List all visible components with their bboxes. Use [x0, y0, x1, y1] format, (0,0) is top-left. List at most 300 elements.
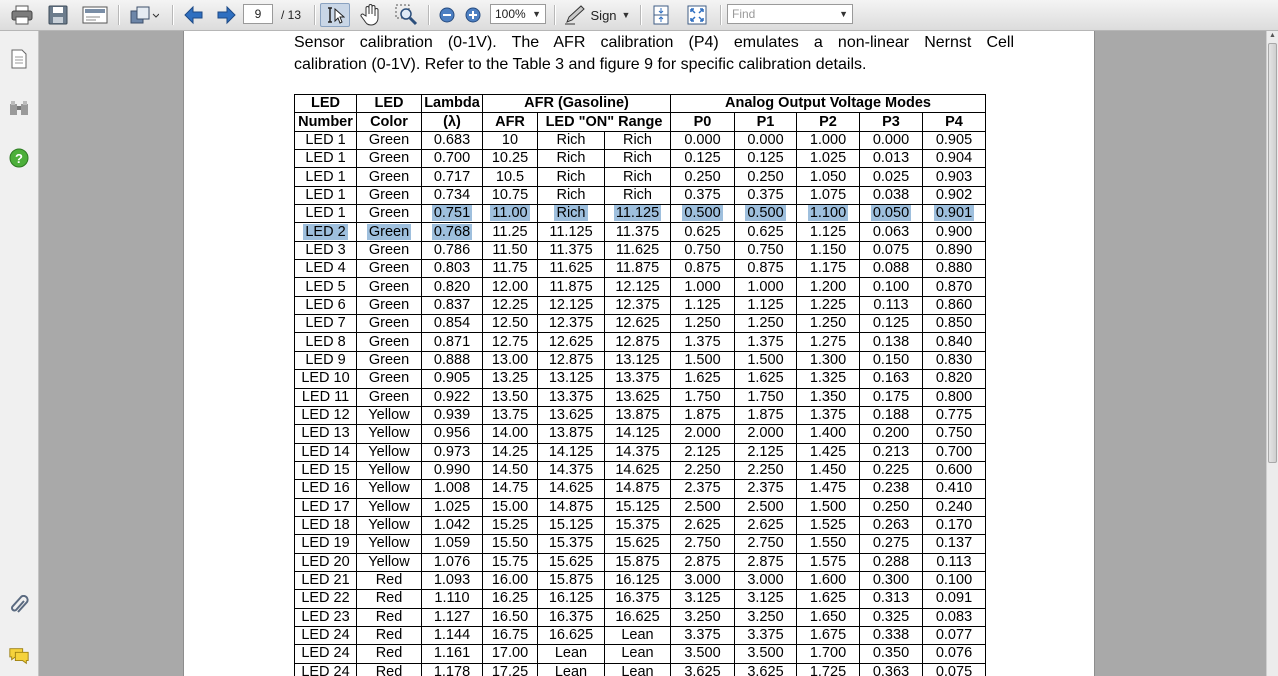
cell-p4 — [923, 296, 986, 314]
vertical-scrollbar[interactable] — [1266, 31, 1278, 676]
cell-text: LED 19 — [301, 535, 350, 552]
cell-led-color — [357, 388, 422, 406]
table-row — [295, 131, 986, 149]
cell-afr — [483, 131, 538, 149]
cell-led-number — [295, 645, 357, 663]
cell-p1 — [735, 223, 797, 241]
cell-text: 0.786 — [433, 241, 471, 258]
cell-p4 — [923, 480, 986, 498]
cell-text: 1.225 — [809, 296, 847, 313]
cell-text: 0.375 — [747, 186, 784, 203]
cell-p2 — [797, 498, 860, 516]
page-number-value: 9 — [254, 7, 262, 21]
cell-text: 0.250 — [872, 498, 910, 515]
cell-text: 13.125 — [548, 370, 594, 387]
cell-text: Green — [368, 150, 410, 167]
table-body — [295, 131, 986, 676]
cell-range-low — [538, 241, 605, 259]
cell-led-color — [357, 131, 422, 149]
cell-text: 2.875 — [747, 553, 784, 570]
page-number-input[interactable] — [243, 4, 273, 24]
cell-text: LED 24 — [301, 663, 350, 676]
cell-text: 1.750 — [684, 388, 721, 405]
cell-text: 0.956 — [433, 425, 471, 442]
table-row — [295, 351, 986, 369]
cell-p2 — [797, 571, 860, 589]
marquee-zoom-icon[interactable] — [392, 3, 422, 27]
cell-text: 1.500 — [747, 351, 784, 368]
cell-p4 — [923, 645, 986, 663]
cell-p2 — [797, 590, 860, 608]
cell-p2 — [797, 663, 860, 676]
cell-p3 — [860, 186, 923, 204]
table-row — [295, 388, 986, 406]
cell-text: Lean — [554, 645, 588, 662]
cell-p3 — [860, 516, 923, 534]
cell-text: 0.338 — [872, 627, 910, 644]
cell-text: 0.500 — [747, 205, 784, 222]
cell-text: 16.625 — [548, 627, 594, 644]
header-afr-group: AFR (Gasoline) — [483, 95, 671, 113]
cell-text: 0.038 — [872, 186, 910, 203]
cell-text: 12.125 — [548, 296, 594, 313]
cell-text: 0.750 — [935, 425, 973, 442]
cell-text: 13.875 — [615, 407, 660, 424]
table-row — [295, 553, 986, 571]
header-afr: AFR — [483, 113, 538, 131]
cell-p2 — [797, 168, 860, 186]
cell-text: Rich — [622, 168, 652, 185]
cell-led-number — [295, 131, 357, 149]
cell-text: 14.25 — [491, 443, 529, 460]
cell-text: 14.875 — [548, 498, 594, 515]
cell-p2 — [797, 223, 860, 241]
cell-text: 12.875 — [615, 333, 660, 350]
cell-text: Rich — [556, 186, 586, 203]
cell-p1 — [735, 571, 797, 589]
cell-text: Green — [368, 315, 410, 332]
cell-text: 15.125 — [615, 498, 660, 515]
cell-text: 0.820 — [935, 370, 973, 387]
cell-afr — [483, 425, 538, 443]
cell-p3 — [860, 406, 923, 424]
table-row — [295, 425, 986, 443]
cell-p1 — [735, 150, 797, 168]
fit-page-icon[interactable] — [648, 3, 674, 27]
table-row — [295, 278, 986, 296]
cell-afr — [483, 498, 538, 516]
cell-p3 — [860, 168, 923, 186]
cell-text: 1.700 — [809, 645, 847, 662]
cell-p0 — [671, 571, 735, 589]
cell-text: 17.00 — [491, 645, 529, 662]
cell-p0 — [671, 296, 735, 314]
cell-led-color — [357, 425, 422, 443]
cell-p2 — [797, 443, 860, 461]
cell-range-low — [538, 553, 605, 571]
cell-lambda — [422, 461, 483, 479]
pages-icon[interactable] — [8, 48, 30, 70]
cell-text: 0.075 — [935, 663, 973, 676]
cell-text: LED 10 — [301, 370, 350, 387]
cell-lambda — [422, 535, 483, 553]
cell-led-color — [357, 645, 422, 663]
table-row — [295, 663, 986, 676]
cell-p2 — [797, 241, 860, 259]
cell-lambda — [422, 260, 483, 278]
cell-text: 11.125 — [549, 223, 593, 240]
cell-led-color — [357, 296, 422, 314]
cell-text: Lean — [621, 627, 654, 644]
cell-led-color — [357, 333, 422, 351]
cell-text: 2.500 — [684, 498, 721, 515]
cell-text: LED 23 — [301, 608, 350, 625]
cell-text: 1.875 — [747, 407, 784, 424]
cell-range-low — [538, 498, 605, 516]
cell-led-number — [295, 571, 357, 589]
cell-lambda — [422, 645, 483, 663]
cell-text: 1.150 — [809, 241, 847, 258]
cell-text: 0.922 — [433, 388, 471, 405]
cell-p2 — [797, 131, 860, 149]
cell-p2 — [797, 315, 860, 333]
cell-p0 — [671, 131, 735, 149]
cell-led-number — [295, 663, 357, 676]
cell-p4 — [923, 516, 986, 534]
cell-text: 16.125 — [615, 572, 660, 589]
cell-lambda — [422, 278, 483, 296]
cell-text: 1.025 — [433, 498, 471, 515]
find-input[interactable] — [727, 4, 853, 24]
cell-p0 — [671, 608, 735, 626]
cell-text: 0.188 — [872, 407, 910, 424]
prev-page-icon[interactable] — [180, 3, 208, 27]
cell-text: 1.250 — [684, 315, 721, 332]
cell-text: Red — [375, 590, 403, 607]
cell-lambda — [422, 168, 483, 186]
cell-text: LED 18 — [301, 517, 350, 534]
cell-p1 — [735, 590, 797, 608]
cell-led-number — [295, 370, 357, 388]
cell-text: 1.425 — [809, 443, 847, 460]
cell-p4 — [923, 241, 986, 259]
cell-afr — [483, 186, 538, 204]
zoom-out-icon[interactable] — [436, 3, 458, 27]
cell-text: 1.725 — [809, 663, 847, 676]
cell-lambda — [422, 406, 483, 424]
cell-p0 — [671, 498, 735, 516]
cell-text: 11.25 — [492, 223, 528, 240]
cell-led-number — [295, 333, 357, 351]
cell-lambda — [422, 571, 483, 589]
cell-p1 — [735, 626, 797, 644]
cell-afr — [483, 241, 538, 259]
cell-text: 0.175 — [872, 388, 910, 405]
cell-text: LED 22 — [301, 590, 350, 607]
header-p3: P3 — [860, 113, 923, 131]
cell-afr — [483, 406, 538, 424]
cell-afr — [483, 590, 538, 608]
cell-p4 — [923, 443, 986, 461]
cell-text: 1.076 — [433, 553, 471, 570]
cell-text: 3.000 — [684, 572, 721, 589]
cell-p1 — [735, 516, 797, 534]
cell-text: 0.313 — [872, 590, 910, 607]
cell-p0 — [671, 553, 735, 571]
cell-p1 — [735, 333, 797, 351]
select-tool-icon[interactable] — [320, 3, 350, 27]
cell-led-number — [295, 443, 357, 461]
cell-p3 — [860, 388, 923, 406]
cell-text: 3.375 — [747, 627, 784, 644]
cell-text: 1.008 — [433, 480, 471, 497]
cell-text: 0.905 — [935, 131, 973, 148]
paperclip-icon[interactable] — [8, 595, 30, 617]
cell-text: Green — [368, 223, 410, 240]
cell-p2 — [797, 425, 860, 443]
cell-text: 1.059 — [433, 535, 471, 552]
cell-p3 — [860, 590, 923, 608]
cell-text: 11.00 — [492, 205, 528, 222]
comments-icon[interactable] — [8, 645, 30, 667]
cell-text: 1.000 — [809, 131, 847, 148]
next-page-icon[interactable] — [212, 3, 240, 27]
table-row — [295, 516, 986, 534]
cell-text: 0.904 — [935, 150, 973, 167]
cell-p0 — [671, 370, 735, 388]
cell-text: LED 2 — [305, 223, 346, 240]
cell-text: 1.178 — [433, 663, 471, 676]
cell-p2 — [797, 461, 860, 479]
cell-range-low — [538, 590, 605, 608]
cell-p3 — [860, 571, 923, 589]
scrollbar-thumb[interactable] — [1268, 43, 1277, 463]
cell-range-low — [538, 278, 605, 296]
cell-led-number — [295, 480, 357, 498]
cell-text: 2.000 — [684, 425, 721, 442]
cell-text: 0.840 — [935, 333, 973, 350]
table-row — [295, 150, 986, 168]
cell-lambda — [422, 186, 483, 204]
cell-text: 1.350 — [809, 388, 847, 405]
cell-text: LED 24 — [301, 645, 350, 662]
header-led-number-2: Number — [295, 113, 357, 131]
sign-pen-icon — [564, 5, 588, 25]
table-row — [295, 241, 986, 259]
cell-text: 15.625 — [548, 553, 594, 570]
cell-p4 — [923, 571, 986, 589]
cell-p3 — [860, 241, 923, 259]
scroll-up-arrow-icon[interactable]: ▲ — [1269, 32, 1276, 39]
cell-p2 — [797, 186, 860, 204]
cell-text: 14.625 — [615, 462, 660, 479]
cell-p1 — [735, 461, 797, 479]
cell-led-color — [357, 663, 422, 676]
cell-lambda — [422, 351, 483, 369]
zoom-select[interactable] — [490, 4, 546, 24]
cell-led-color — [357, 150, 422, 168]
cell-text: 0.000 — [747, 131, 784, 148]
cell-range-low — [538, 333, 605, 351]
table-row — [295, 626, 986, 644]
cell-led-number — [295, 608, 357, 626]
cell-text: LED 15 — [301, 462, 350, 479]
cell-text: 1.000 — [684, 278, 721, 295]
cell-lambda — [422, 205, 483, 223]
cell-p4 — [923, 663, 986, 676]
header-lambda: Lambda — [422, 95, 483, 113]
table-row — [295, 186, 986, 204]
cell-range-low — [538, 260, 605, 278]
cell-text: 0.990 — [433, 462, 471, 479]
cell-p0 — [671, 186, 735, 204]
cell-text: LED 21 — [301, 572, 350, 589]
cell-text: Yellow — [368, 480, 410, 497]
cell-afr — [483, 571, 538, 589]
cell-p2 — [797, 333, 860, 351]
header-p4: P4 — [923, 113, 986, 131]
help-icon[interactable] — [8, 147, 30, 169]
cell-led-number — [295, 388, 357, 406]
cell-text: 0.905 — [433, 370, 471, 387]
cell-text: 12.25 — [491, 296, 529, 313]
print-icon[interactable] — [8, 3, 36, 27]
cell-p3 — [860, 626, 923, 644]
cell-text: 0.240 — [935, 498, 973, 515]
cell-text: 3.000 — [747, 572, 784, 589]
cell-text: 1.093 — [433, 572, 471, 589]
save-icon[interactable] — [44, 3, 72, 27]
full-screen-icon[interactable] — [684, 3, 710, 27]
cell-p0 — [671, 333, 735, 351]
cell-led-number — [295, 186, 357, 204]
calibration-table — [294, 94, 986, 676]
cell-p3 — [860, 278, 923, 296]
zoom-in-icon[interactable] — [462, 3, 484, 27]
cell-text: 11.75 — [492, 260, 528, 277]
cell-p2 — [797, 278, 860, 296]
share-icon[interactable] — [126, 3, 162, 27]
cell-text: 13.25 — [491, 370, 529, 387]
cell-range-high — [605, 608, 671, 626]
cell-p1 — [735, 186, 797, 204]
cell-range-high — [605, 516, 671, 534]
cell-text: 16.375 — [615, 590, 660, 607]
cell-led-color — [357, 186, 422, 204]
cell-text: 1.625 — [809, 590, 847, 607]
chevron-down-icon[interactable]: ▼ — [839, 9, 848, 19]
cell-p2 — [797, 205, 860, 223]
cell-p1 — [735, 608, 797, 626]
cell-led-color — [357, 590, 422, 608]
sign-button[interactable] — [562, 3, 632, 27]
cell-text: 14.125 — [615, 425, 660, 442]
cell-lambda — [422, 590, 483, 608]
cell-text: 3.125 — [747, 590, 784, 607]
cell-text: 2.500 — [747, 498, 784, 515]
cell-p0 — [671, 535, 735, 553]
cell-afr — [483, 168, 538, 186]
table-row — [295, 296, 986, 314]
cell-p3 — [860, 498, 923, 516]
cell-text: Green — [368, 351, 410, 368]
attachments-icon[interactable] — [8, 97, 30, 119]
cell-range-high — [605, 571, 671, 589]
cell-p0 — [671, 223, 735, 241]
cell-range-high — [605, 351, 671, 369]
cell-text: 16.75 — [491, 627, 529, 644]
cell-p4 — [923, 626, 986, 644]
cell-text: 2.750 — [684, 535, 721, 552]
cell-p4 — [923, 186, 986, 204]
table-row — [295, 461, 986, 479]
cell-text: 0.000 — [872, 131, 910, 148]
cell-p4 — [923, 351, 986, 369]
hand-tool-icon[interactable] — [356, 3, 384, 27]
cell-led-color — [357, 626, 422, 644]
cell-range-low — [538, 608, 605, 626]
cell-text: 14.625 — [548, 480, 594, 497]
cell-text: 1.375 — [684, 333, 721, 350]
cell-text: 1.050 — [809, 168, 847, 185]
cell-text: 0.625 — [747, 223, 784, 240]
cell-text: 3.500 — [684, 645, 721, 662]
cell-led-number — [295, 425, 357, 443]
cell-p4 — [923, 278, 986, 296]
cell-text: 0.138 — [872, 333, 910, 350]
cell-text: 11.375 — [615, 223, 660, 240]
cell-text: LED 1 — [305, 131, 346, 148]
cell-afr — [483, 663, 538, 676]
cell-text: Yellow — [368, 498, 410, 515]
cell-text: 1.300 — [809, 351, 847, 368]
cell-text: Green — [368, 278, 410, 295]
cell-text: 1.500 — [809, 498, 847, 515]
cell-afr — [483, 608, 538, 626]
cell-led-color — [357, 516, 422, 534]
cell-led-color — [357, 278, 422, 296]
cell-text: 17.25 — [491, 663, 529, 676]
cell-lambda — [422, 150, 483, 168]
cell-text: Rich — [556, 205, 586, 222]
cell-range-low — [538, 663, 605, 676]
cell-text: LED 24 — [301, 627, 350, 644]
cell-text: 0.113 — [873, 296, 909, 313]
email-icon[interactable] — [80, 3, 110, 27]
cell-text: 0.075 — [872, 241, 910, 258]
cell-p0 — [671, 406, 735, 424]
cell-range-low — [538, 186, 605, 204]
cell-text: 11.625 — [549, 260, 593, 277]
cell-text: 1.250 — [809, 315, 847, 332]
cell-p4 — [923, 461, 986, 479]
cell-p2 — [797, 645, 860, 663]
cell-range-high — [605, 131, 671, 149]
cell-text: 0.803 — [433, 260, 471, 277]
table-row — [295, 168, 986, 186]
cell-text: 0.901 — [935, 205, 973, 222]
cell-p2 — [797, 535, 860, 553]
cell-text: 1.250 — [747, 315, 784, 332]
cell-range-low — [538, 351, 605, 369]
cell-text: 1.275 — [809, 333, 847, 350]
cell-p1 — [735, 425, 797, 443]
cell-text: 0.263 — [872, 517, 910, 534]
cell-p3 — [860, 645, 923, 663]
cell-led-number — [295, 498, 357, 516]
cell-p0 — [671, 516, 735, 534]
toolbar — [0, 0, 1278, 31]
